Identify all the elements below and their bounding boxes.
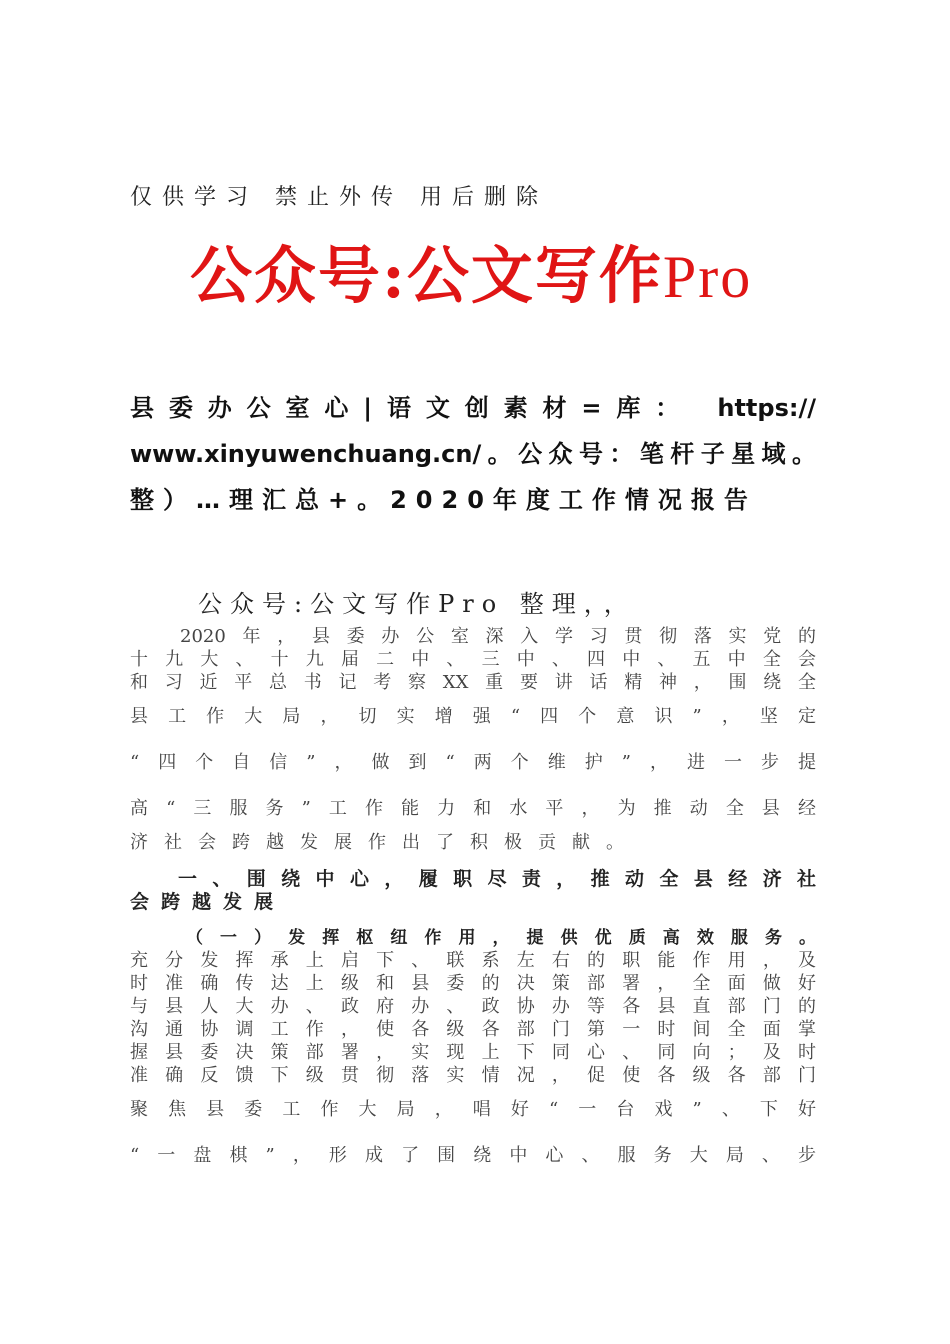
section-heading-1: 一、围绕中心，履职尽责，推动全县经济社 bbox=[178, 868, 816, 890]
intro-line-3: 和习近平总书记考察XX重要讲话精神，围绕全 bbox=[130, 672, 816, 693]
brand-main: 公众号:公文写作 bbox=[190, 239, 663, 312]
subtitle: 公众号:公文写作Pro 整理，， bbox=[198, 590, 636, 618]
intro-line-2: 十九大、十九届二中、三中、四中、五中全会 bbox=[130, 649, 816, 670]
para-line-7: 聚焦县委工作大局，唱好“一台戏”、下好 bbox=[130, 1099, 816, 1120]
intro-line-5: “四个自信”，做到“两个维护”，进一步提 bbox=[130, 752, 816, 773]
title-line-3: 整）…理汇总+。2020年度工作情况报告 bbox=[130, 486, 757, 514]
brand-suffix: Pro bbox=[662, 244, 753, 310]
para-line-4: 沟通协调工作，使各级各部门第一时间全面掌 bbox=[130, 1019, 816, 1040]
para-line-1: 充分发挥承上启下、联系左右的职能作用，及 bbox=[130, 950, 816, 971]
title-line-1: 县委办公室心|语文创素材=库： https:// bbox=[130, 394, 816, 422]
title-line-2: www.xinyuwenchuang.cn/。公众号：笔杆子星域。 bbox=[130, 440, 816, 468]
intro-line-4: 县工作大局，切实增强“四个意识”，坚定 bbox=[130, 706, 816, 727]
section-heading-1-cont: 会跨越发展 bbox=[130, 891, 286, 913]
para-line-6: 准确反馈下级贯彻落实情况，促使各级各部门 bbox=[130, 1065, 816, 1086]
para-line-8: “一盘棋”，形成了围绕中心、服务大局、步 bbox=[130, 1145, 816, 1166]
usage-notice: 仅供学习 禁止外传 用后删除 bbox=[130, 185, 548, 210]
intro-line-6: 高“三服务”工作能力和水平，为推动全县经 bbox=[130, 798, 816, 819]
intro-line-1: 2020年，县委办公室深入学习贯彻落实党的 bbox=[180, 626, 816, 647]
para-line-3: 与县人大办、政府办、政协办等各县直部门的 bbox=[130, 996, 816, 1017]
para-line-5: 握县委决策部署，实现上下同心、同向；及时 bbox=[130, 1042, 816, 1063]
intro-line-7: 济社会跨越发展作出了积极贡献。 bbox=[130, 832, 640, 853]
brand-watermark bbox=[190, 226, 752, 315]
subsection-heading-1: （一）发挥枢纽作用，提供优质高效服务。 bbox=[186, 928, 816, 948]
para-line-2: 时准确传达上级和县委的决策部署，全面做好 bbox=[130, 973, 816, 994]
